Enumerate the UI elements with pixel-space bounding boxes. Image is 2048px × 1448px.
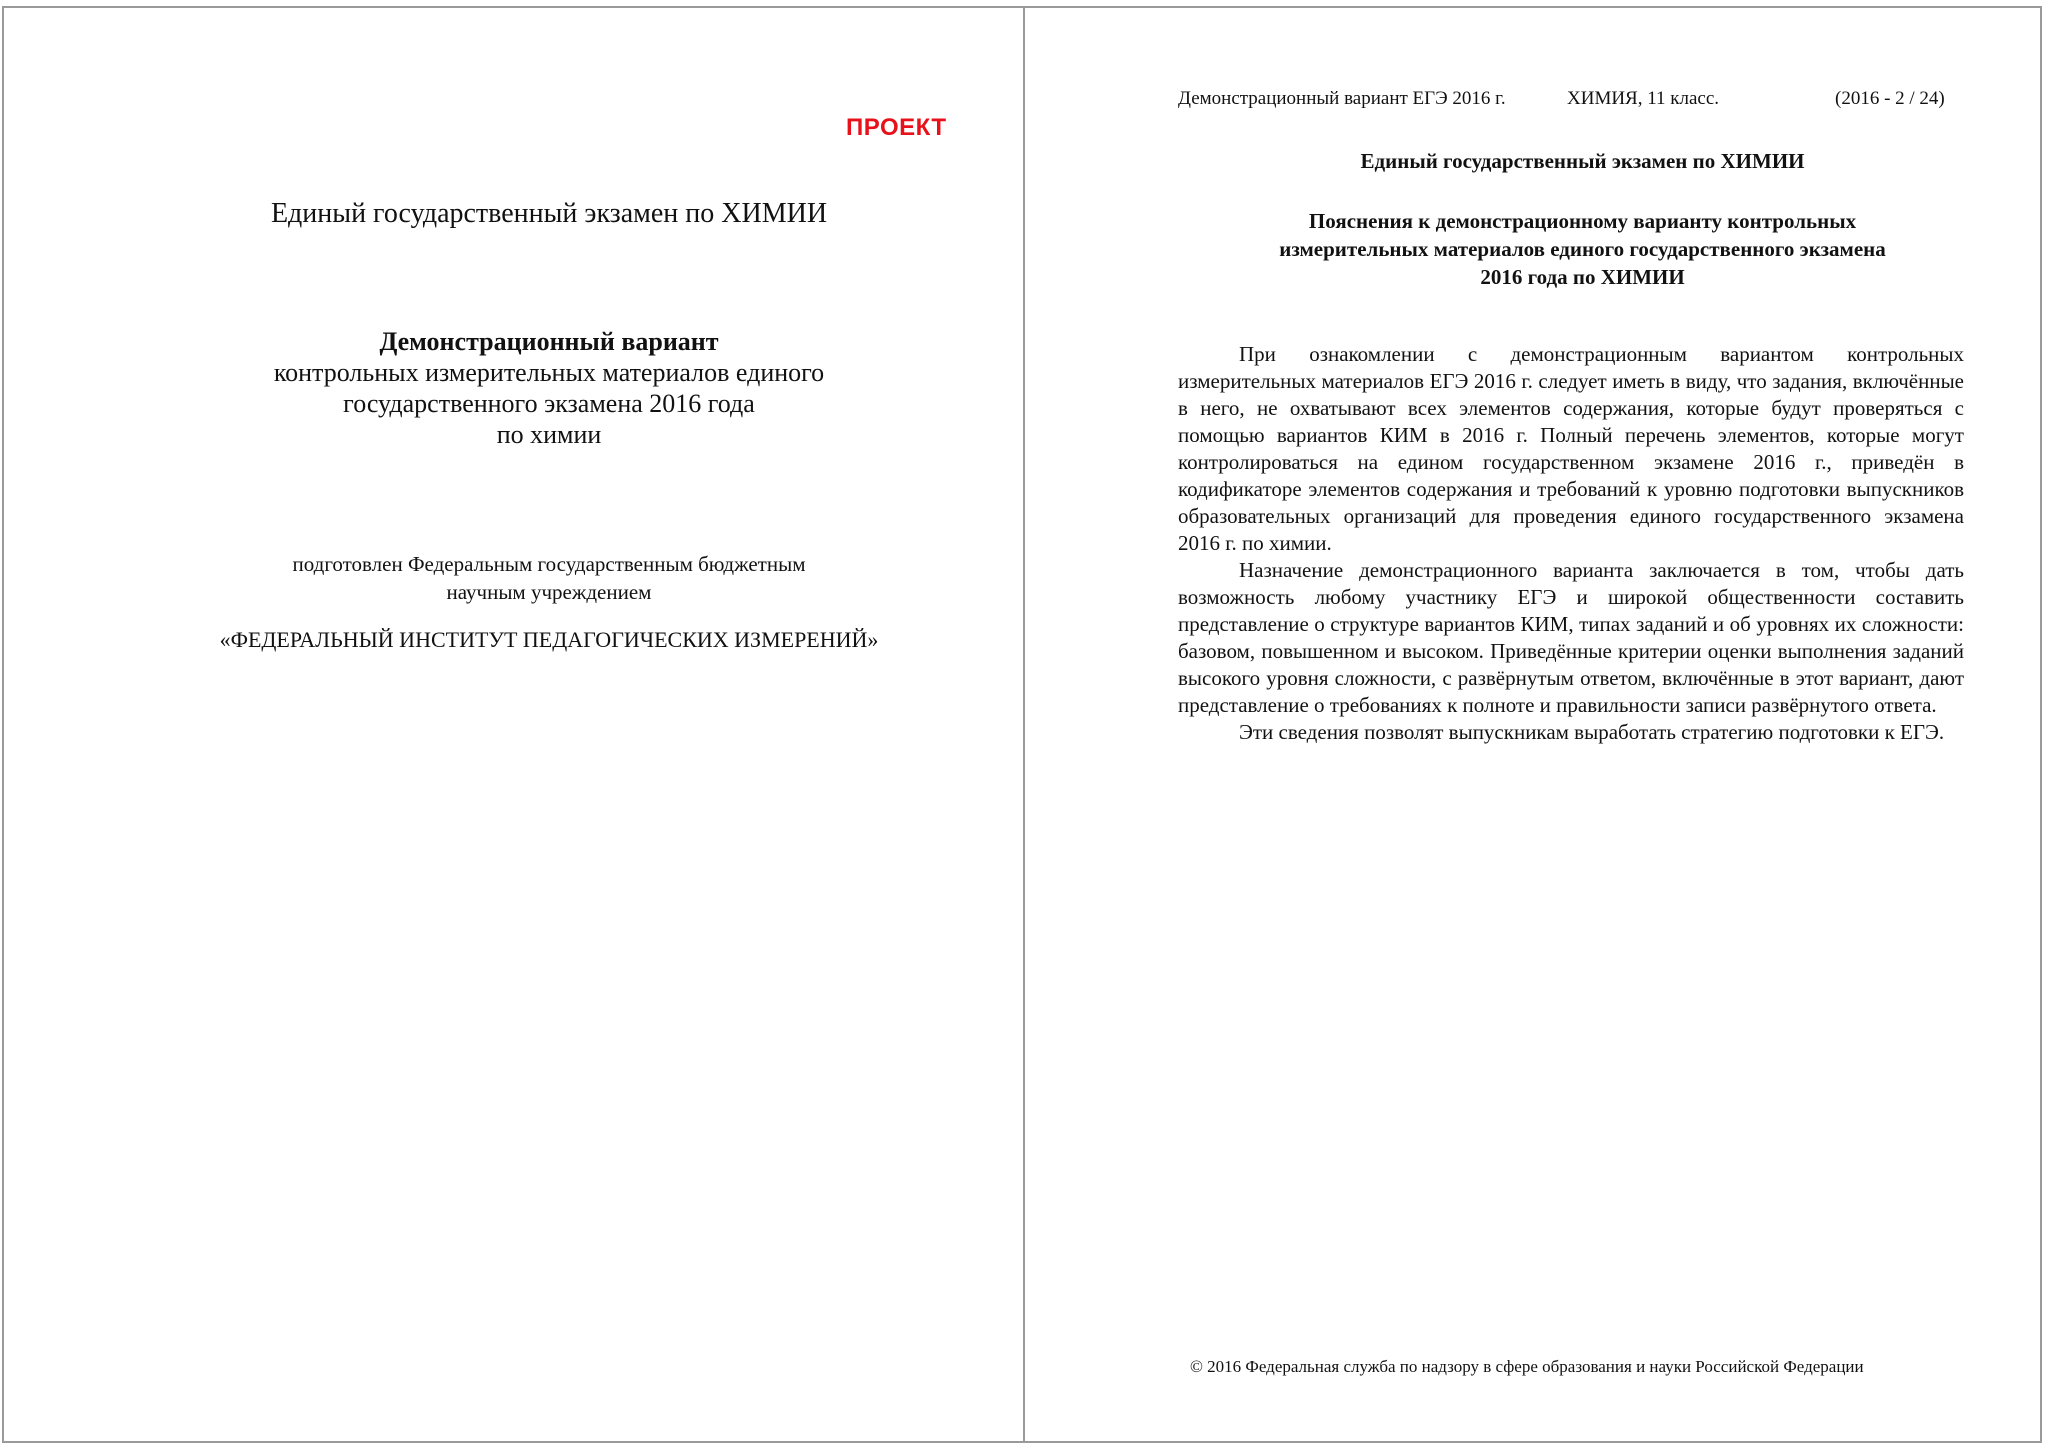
demo-line: государственного экзамена 2016 года bbox=[343, 389, 755, 418]
left-page bbox=[4, 8, 1023, 1441]
subtitle-line: измерительных материалов единого государственного экзамена bbox=[1279, 237, 1886, 261]
subtitle-line: Пояснения к демонстрационному варианту контрольных bbox=[1308, 209, 1857, 233]
body-paragraph: Эти сведения позволят выпускникам выработать стратегию подготовки к ЕГЭ. bbox=[1239, 720, 1945, 744]
body-paragraph: При ознакомлении с демонстрационным вариантом контрольных измерительных материалов ЕГЭ 2016 г. следует иметь в виду, что задания, включённые в него, не охватывают всех элементов содержания, которые будут проверяться с помощью вариантов КИМ в 2016 г. Полный перечень элементов, которые могут контролироваться на едином государственном экзамене 2016 г., приведён в кодификаторе элементов содержания и требований к уровню подготовки выпускников образовательных организаций для проведения единого государственного экзамена 2016 г. по химии. bbox=[1178, 342, 1964, 555]
section-subtitle bbox=[1175, 207, 1990, 291]
prepared-line: научным учреждением bbox=[446, 580, 652, 604]
institute-name: «ФЕДЕРАЛЬНЫЙ ИНСТИТУТ ПЕДАГОГИЧЕСКИХ ИЗМЕРЕНИЙ» bbox=[219, 627, 879, 652]
exam-title: Единый государственный экзамен по ХИМИИ bbox=[270, 198, 828, 229]
running-header-page: (2016 - 2 / 24) bbox=[1835, 88, 1945, 109]
demo-heading: Демонстрационный вариант bbox=[379, 327, 719, 356]
prepared-line: подготовлен Федеральным государственным бюджетным bbox=[292, 552, 806, 576]
prepared-by bbox=[4, 550, 1094, 606]
running-header-variant: Демонстрационный вариант ЕГЭ 2016 г. bbox=[1178, 88, 1506, 109]
body-paragraph: Назначение демонстрационного варианта заключается в том, чтобы дать возможность любому участнику ЕГЭ и широкой общественности составить представление о структуре вариантов КИМ, типах заданий и об уровнях их сложности: базовом, повышенном и высоком. Приведённые критерии оценки выполнения заданий высокого уровня сложности, с развёрнутым ответом, включённые в этот вариант, дают представление о требованиях к полноте и правильности записи развёрнутого ответа. bbox=[1178, 558, 1964, 717]
section-title: Единый государственный экзамен по ХИМИИ bbox=[1360, 149, 1805, 173]
subtitle-line: 2016 года по ХИМИИ bbox=[1480, 265, 1685, 289]
right-page bbox=[1025, 8, 2040, 1441]
demo-line: по химии bbox=[496, 420, 602, 449]
copyright-footer: © 2016 Федеральная служба по надзору в сфере образования и науки Российской Федерации bbox=[1190, 1357, 1864, 1376]
project-stamp: ПРОЕКТ bbox=[846, 114, 947, 141]
explanation-body bbox=[1178, 341, 1964, 746]
demo-line: контрольных измерительных материалов единого bbox=[273, 358, 825, 387]
demo-title-block bbox=[4, 326, 1094, 450]
running-header-subject: ХИМИЯ, 11 класс. bbox=[1567, 88, 1720, 109]
